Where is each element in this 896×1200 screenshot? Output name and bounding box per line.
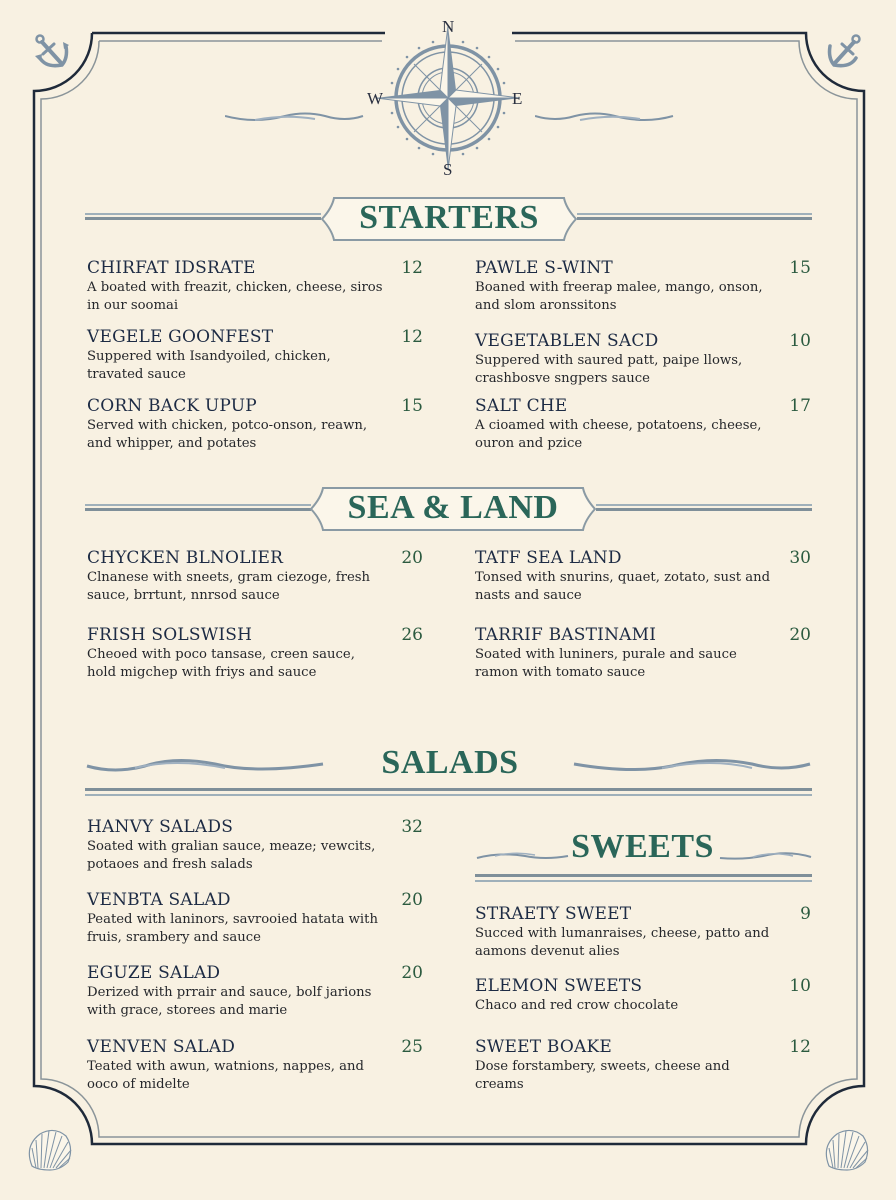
shell-icon-left — [26, 1126, 74, 1172]
item-price: 20 — [401, 963, 423, 983]
item-price: 10 — [789, 976, 811, 996]
item-name: VEGELE GOONFEST — [87, 327, 274, 347]
item-price: 12 — [401, 258, 423, 278]
item-name: CHYCKEN BLNOLIER — [87, 548, 284, 568]
wave-ornament-sweets-right — [718, 848, 813, 864]
item-description: Peated with laninors, savrooied hatata with fruis, srambery and sauce — [87, 912, 378, 945]
item-price: 9 — [800, 904, 811, 924]
menu-item — [87, 396, 423, 453]
item-name: TARRIF BASTINAMI — [475, 625, 657, 645]
item-price: 10 — [789, 331, 811, 351]
item-name: VENBTA SALAD — [87, 890, 231, 910]
compass-north-label: N — [442, 17, 455, 36]
wave-ornament-top-right — [535, 108, 675, 128]
item-price: 17 — [789, 396, 811, 416]
item-price: 12 — [789, 1037, 811, 1057]
item-name: SALT CHE — [475, 396, 568, 416]
divider-line — [85, 788, 812, 796]
item-name: CHIRFAT IDSRATE — [87, 258, 256, 278]
menu-item — [87, 817, 423, 874]
item-name: EGUZE SALAD — [87, 963, 221, 983]
item-price: 20 — [401, 890, 423, 910]
shell-icon-right — [823, 1126, 871, 1172]
item-price: 15 — [401, 396, 423, 416]
menu-item — [87, 258, 423, 315]
menu-item — [475, 331, 811, 388]
item-description: Suppered with saured patt, paipe llows, crashbosve sngpers sauce — [475, 353, 743, 386]
item-description: Served with chicken, potco-onson, reawn, and whipper, and potates — [87, 418, 368, 451]
item-description: Tonsed with snurins, quaet, zotato, sust and nasts and sauce — [475, 570, 771, 603]
menu-item — [87, 1037, 423, 1094]
divider-line — [85, 504, 311, 511]
item-price: 20 — [401, 548, 423, 568]
section-title: SEA & LAND — [347, 489, 559, 526]
item-description: A cioamed with cheese, potatoens, cheese, ouron and pzice — [475, 418, 762, 451]
item-description: Succed with lumanraises, cheese, patto and aamons devenut alies — [475, 926, 770, 959]
section-title-salads: SALADS — [381, 744, 519, 781]
menu-item — [87, 625, 423, 682]
item-price: 12 — [401, 327, 423, 347]
item-name: ELEMON SWEETS — [475, 976, 643, 996]
item-description: Boaned with freerap malee, mango, onson, and slom aronssitons — [475, 280, 763, 313]
item-description: Dose forstambery, sweets, cheese and creams — [475, 1059, 730, 1092]
menu-item — [87, 963, 423, 1020]
item-price: 32 — [401, 817, 423, 837]
section-header-starters — [320, 196, 578, 240]
item-name: TATF SEA LAND — [475, 548, 622, 568]
item-price: 30 — [789, 548, 811, 568]
anchor-icon-right — [822, 32, 864, 74]
section-title-sweets: SWEETS — [571, 828, 714, 865]
wave-ornament-salads-left — [85, 752, 325, 780]
divider-line — [596, 504, 812, 511]
menu-item — [87, 890, 423, 947]
menu-item — [475, 258, 811, 315]
divider-line — [475, 874, 812, 882]
item-description: Clnanese with sneets, gram ciezoge, fresh sauce, brrtunt, nnrsod sauce — [87, 570, 371, 603]
wave-ornament-top-left — [225, 108, 365, 128]
compass-south-label: S — [443, 160, 453, 179]
item-description: Soated with luniners, purale and sauce ramon with tomato sauce — [475, 647, 737, 680]
wave-ornament-salads-right — [572, 752, 812, 780]
menu-item — [87, 548, 423, 605]
divider-line — [577, 213, 812, 220]
item-price: 15 — [789, 258, 811, 278]
menu-item — [475, 548, 811, 605]
anchor-icon-left — [32, 32, 74, 74]
section-title: STARTERS — [359, 199, 539, 236]
item-description: Teated with awun, watnions, nappes, and ooco of midelte — [87, 1059, 364, 1092]
menu-item — [87, 327, 423, 384]
item-name: SWEET BOAKE — [475, 1037, 613, 1057]
item-name: HANVY SALADS — [87, 817, 234, 837]
item-description: Soated with gralian sauce, meaze; vewcits, potaoes and fresh salads — [87, 839, 376, 872]
item-name: VENVEN SALAD — [87, 1037, 236, 1057]
menu-item — [475, 904, 811, 961]
menu-item — [475, 396, 811, 453]
item-name: FRISH SOLSWISH — [87, 625, 253, 645]
menu-item — [475, 976, 811, 1015]
menu-item — [475, 1037, 811, 1094]
compass-west-label: W — [367, 89, 384, 108]
section-header-sea-land — [309, 486, 597, 530]
item-description: A boated with freazit, chicken, cheese, siros in our soomai — [87, 280, 383, 313]
item-price: 20 — [789, 625, 811, 645]
item-description: Derized with prrair and sauce, bolf jarions with grace, storees and marie — [87, 985, 372, 1018]
item-description: Suppered with Isandyoiled, chicken, travated sauce — [87, 349, 331, 382]
item-name: CORN BACK UPUP — [87, 396, 257, 416]
menu-item — [475, 625, 811, 682]
item-name: PAWLE S-WINT — [475, 258, 613, 278]
item-description: Chaco and red crow chocolate — [475, 998, 679, 1013]
wave-ornament-sweets-left — [475, 848, 570, 864]
item-name: STRAETY SWEET — [475, 904, 632, 924]
compass-east-label: E — [512, 89, 523, 108]
compass-rose — [360, 15, 540, 185]
item-price: 26 — [401, 625, 423, 645]
item-description: Cheoed with poco tansase, creen sauce, hold migchep with friys and sauce — [87, 647, 355, 680]
item-price: 25 — [401, 1037, 423, 1057]
divider-line — [85, 213, 321, 220]
item-name: VEGETABLEN SACD — [475, 331, 659, 351]
